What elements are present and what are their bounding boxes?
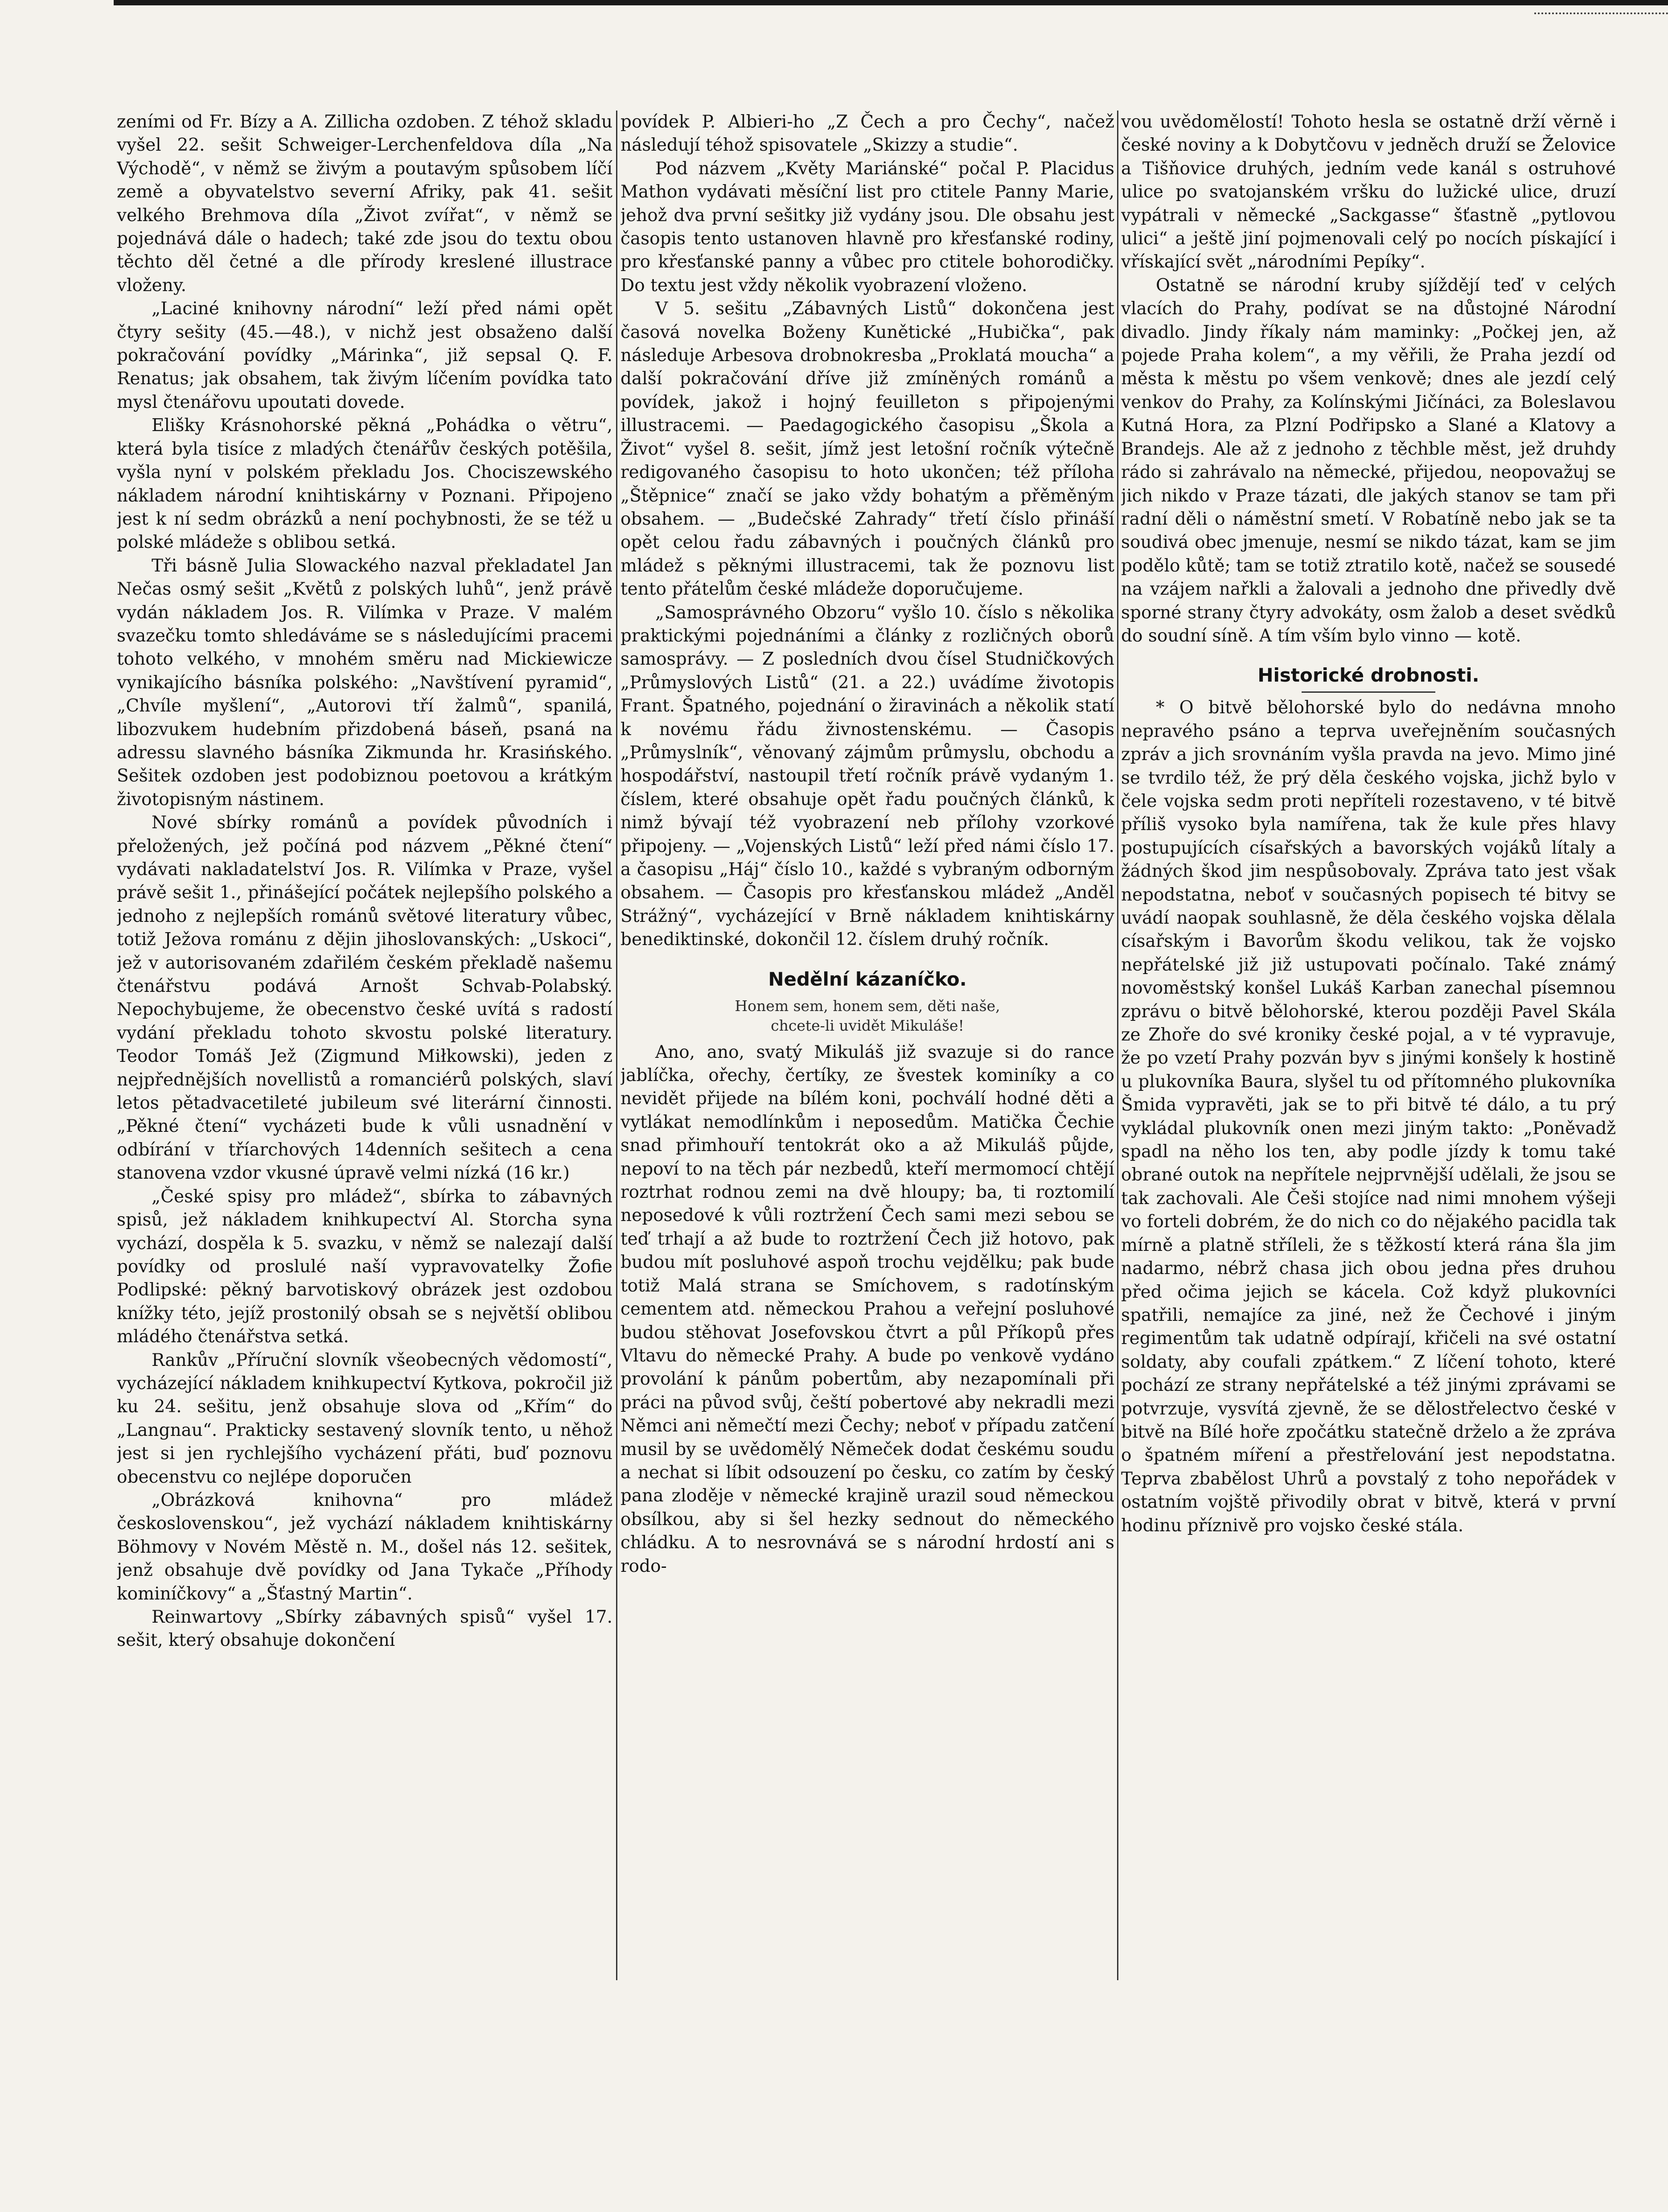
paragraph: * O bitvě bělohorské bylo do nedávna mnoho nepravého psáno a teprva uveřejněním současných zpráv a jich srovnáním vyšla pravda na jevo. Mimo jiné se tvrdilo též, že prý děla českého vojska, jichž bylo v čele vojska sedm proti nepříteli rozestaveno, v té bitvě příliš vysoko byla namířena, tak že kule přes hlavy postupujících císařských a bavorských vojáků lítaly a žádných škod jim nespůsobovaly. Zpráva tato jest však nepodstatna, neboť v současných popisech té bitvy se uvádí naopak souhlasně, že děla českého vojska dělala císařským i Bavorům škodu velikou, tak že vojsko nepřátelské již již ustupovati počínalo. Také známý novoměstský konšel Lukáš Karban zanechal písemnou zprávu o bitvě bělohorské, kterou později Pavel Skála ze Zhoře do své kroniky české pojal, a v té vypravuje, že po vzetí Prahy pozván byv s jinými konšely k hostině u plukovníka Baura, slyšel tu od přítomného plukovníka Šmida vypravěti, jak se to při bitvě té dálo, a tu prý vykládal plukovník onen mezi jiným takto: „Poněvadž spadl na něho los ten, aby podle jízdy k tomu také obrané outok na nepřítele nejprvnější udělali, že jsou se tak zachovali. Ale Češi stojíce nad nimi mnohem výšeji vo forteli dobrém, že do nich co do nějakého pacidla tak mírně a platně stříleli, že s těžkostí která rána šla jim nadarmo, nébrž chasa jich obou jedna přes druhou před očima jejich se kácela. Což když plukovníci spatřili, nemajíce za jiné, než že Čechové i jiným regimentům tak udatně odpírají, křičeli na své ostatní soldaty, aby coufali zpátkem.“ Z líčení tohoto, které pochází ze strany nepřátelské a též jinými zprávami se potvrzuje, vysvítá zjevně, že se dělostřelectvo české v bitvě na Bílé hoře zpočátku statečně drželo a že zpráva o špatném míření a přestřelování jest nepodstatna. Teprva zbabělost Uhrů a povstalý z toho nepořádek v ostatním vojště přivodily obrat v bitvě, která v první hodinu příznivě pro vojsko české stála. <box>1121 698 1616 1536</box>
column-divider-1 <box>616 111 617 1980</box>
heading-underline <box>1302 691 1435 693</box>
paragraph: Reinwartovy „Sbírky zábavných spisů“ vyšel 17. sešit, který obsahuje dokončení <box>117 1607 612 1651</box>
paragraph: Ostatně se národní kruby sjíždějí teď v celých vlacích do Prahy, podívat se na důstojné Národní divadlo. Jindy říkaly nám maminky: „Počkej jen, až pojede Praha kolem“, a my věřili, že Praha jezdí od města k městu po všem venkově; dnes ale jezdí celý venkov do Prahy, za Kolínskými Jičínáci, za Boleslavou Kutná Hora, za Plzní Podřipsko a Slané a Klatovy a Brandejs. Ale až z jednoho z těchble měst, jež druhdy rádo si zahrávalo na německé, přijedou, neopovažuj se jich nikdo v Praze tázati, dle jakých stanov se tam při radní děli o náměstní smetí. V Robatíně nebo jak se ta soudivá obec jmenuje, nesmí se nikdo tázat, kam se jim podělo kůtě; tam se totiž ztratilo kotě, načež se sousedé na vzájem nařkli a žalovali a jednoho dne přivedly dvě sporné strany čtyry advokáty, osm žalob a deset svědků do soudní síně. A tím vším bylo vinno — kotě. <box>1121 275 1616 646</box>
paragraph: Nové sbírky románů a povídek původních i přeložených, jež počíná pod názvem „Pěkné čtení“ vydávati nakladatelství Jos. R. Vilímka v Praze, vyšel právě sešit 1., přinášející počátek nejlepšího polského a jednoho z nejlepších románů světové literatury vůbec, totiž Ježova románu z dějin jihoslovanských: „Uskoci“, jež v autorisovaném zdařilém českém překladě našemu čtenářstvu podává Arnošt Schvab-Polabský. Nepochybujeme, že obecenstvo české uvítá s radostí vydání překladu tohoto skvostu polské literatury. Teodor Tomáš Jež (Zigmund Miłkowski), jeden z nejpřednějších novellistů a romanciérů polských, slaví letos pětadvacetileté jubileum své literární činnosti. „Pěkné čtení“ vycházeti bude k vůli usnadnění v odbírání v tříarchových 14denních sešitech a cena stanovena vzdor vkusné úpravě velmi nízká (16 kr.) <box>117 813 612 1184</box>
column-3 <box>1121 111 1616 1980</box>
paragraph: zeními od Fr. Bízy a A. Zillicha ozdoben. Z téhož skladu vyšel 22. sešit Schweiger-Lerchenfeldova díla „Na Východě“, v němž se živým a poutavým spůsobem líčí země a obyvatelstvo severní Afriky, pak 41. sešit velkého Brehmova díla „Život zvířat“, v němž se pojednává dále o hadech; také zde jsou do textu obou těchto děl četné a dle přírody kreslené illustrace vloženy. <box>117 112 612 296</box>
paragraph: „České spisy pro mládež“, sbírka to zábavných spisů, jež nákladem knihkupectví Al. Storcha syna vychází, dospěla k 5. svazku, v němž se nalezají další povídky od proslulé naší vypravovatelky Žofie Podlipské: pěkný barvotiskový obrázek jest ozdobou knížky této, jejíž prostonilý obsah se s největší oblibou mládého čtenářstva setká. <box>117 1186 612 1347</box>
column-1 <box>117 111 612 1980</box>
section-heading-sermon: Nedělní kázaníčko. <box>768 968 967 990</box>
top-dotted-rule <box>1534 12 1668 19</box>
paragraph: Tři básně Julia Slowackého nazval překladatel Jan Nečas osmý sešit „Květů z polských luhů“, jenž právě vydán nákladem Jos. R. Vilímka v Praze. V malém svazečku tomto shledáváme se s následujícími pracemi tohoto velkého, v mnohém směru nad Mickiewicze vynikajícího básníka polského: „Navštívení pyramid“, „Chvíle myšlení“, „Autorovi tří žalmů“, spanilá, libozvukem hudebním přizdobená báseň, psaná na adressu slavného básníka Zikmunda hr. Krasińského. Sešitek ozdoben jest podobiznou poetovou a krátkým životopisným nástinem. <box>117 555 612 810</box>
paragraph: „Samosprávného Obzoru“ vyšlo 10. číslo s několika praktickými pojednáními a články z rozličných oborů samosprávy. — Z posledních dvou čísel Studničkových „Průmyslových Listů“ (21. a 22.) uvádíme životopis Frant. Špatného, pojednání o žiravinách a několik statí k novému řádu živnostenskému. — Časopis „Průmyslník“, věnovaný zájmům průmyslu, obchodu a hospodářství, nastoupil třetí ročník právě vydaným 1. číslem, které obsahuje opět řadu poučných článků, k nimž bývají též vyobrazení neb přílohy vzorkové připojeny. — „Vojenských Listů“ leží před námi číslo 17. a časopisu „Háj“ číslo 10., každé s vybraným odborným obsahem. — Časopis pro křesťanskou mládež „Anděl Strážný“, vycházející v Brně nákladem knihtiskárny benediktinské, dokončil 12. číslem druhý ročník. <box>620 602 1114 950</box>
paragraph: Elišky Krásnohorské pěkná „Pohádka o větru“, která byla tisíce z mladých čtenářův českých potěšila, vyšla nyní v polském překladu Jos. Chociszewského nákladem národní knihtiskárny v Poznani. Připojeno jest k ní sedm obrázků a není pochybnosti, že se též u polské mládeže s oblibou setká. <box>117 415 612 553</box>
paragraph: „Obrázková knihovna“ pro mládež československou“, jež vychází nákladem knihtiskárny Böhmovy v Novém Městě n. M., došel nás 12. sešitek, jenž obsahuje dvě povídky od Jana Tykače „Příhody kominíčkovy“ a „Šťastný Martin“. <box>117 1490 612 1604</box>
top-border-rule <box>114 0 1668 5</box>
paragraph: V 5. sešitu „Zábavných Listů“ dokončena jest časová novelka Boženy Kunětické „Hubička“, pak následuje Arbesova drobnokresba „Proklatá moucha“ a další pokračování dříve již zmíněných románů a povídek, jakož i hojný feuilleton s připojenými illustracemi. — Paedagogického časopisu „Škola a Život“ vyšel 8. sešit, jímž jest letošní ročník výtečně redigovaného časopisu to hoto ukončen; též příloha „Štěpnice“ značí se jako vždy bohatým a přěměným obsahem. — „Budečské Zahrady“ třetí číslo přináší opět celou řadu zábavných i poučných článků pro mládež s pěknými illustracemi, tak že poznovu list tento přátelům české mládeže doporučujeme. <box>620 299 1114 600</box>
paragraph: vou uvědomělostí! Tohoto hesla se ostatně drží věrně i české noviny a k Dobytčovu v jedněch druží se Želovice a Tišňovice druhých, jedním vede kanál s ostruhové ulice po svatojanském vršku do lužické ulice, druzí vypátrali v německé „Sackgasse“ šťastně „pytlovou ulici“ a ještě jiní pojmenovali celý po nocích pískající i vřískající svět „národními Pepíky“. <box>1121 112 1616 272</box>
section-heading-history: Historické drobnosti. <box>1257 664 1479 687</box>
paragraph: povídek P. Albieri-ho „Z Čech a pro Čechy“, načež následují téhož spisovatele „Skizzy a studie“. <box>620 112 1114 156</box>
epigraph-line: chcete-li uvidět Mikuláše! <box>771 1016 964 1034</box>
paragraph: „Laciné knihovny národní“ leží před námi opět čtyry sešity (45.—48.), v nichž jest obsaženo další pokračování povídky „Márinka“, již sepsal Q. F. Renatus; jak obsahem, tak živým líčením povídka tato mysl čtenářovu upoutati dovede. <box>117 299 612 412</box>
epigraph-line: Honem sem, honem sem, děti naše, <box>735 997 1000 1015</box>
paragraph: Ano, ano, svatý Mikuláš již svazuje si do rance jablíčka, ořechy, čertíky, ze švestek kominíky a co nevidět přijede na bílém koni, pochválí hodné děti a vytlákat nemodlínkům i neposedům. Matička Čechie snad přimhouří tentokrát oko a až Mikuláš půjde, nepoví to na těch pár nezbedů, kteří mermomocí chtějí roztrhat rodnou zemi na dvě hloupy; ba, ti roztomilí neposedové k vůli roztržení Čech sami mezi sebou se teď trhají a až bude to roztržení Čech již hotovo, pak budou mít posluhové aspoň trochu vejdělku; pak bude totiž Malá strana se Smíchovem, s radotínským cementem atd. německou Prahou a veřejní posluhové budou stěhovat Josefovskou čtvrt a půl Příkopů přes Vltavu do německé Prahy. A bude po venkově vydáno provolání k pánům pobertům, aby nezapomínali při práci na původ svůj, čeští pobertové aby nekradli mezi Němci ani němečtí mezi Čechy; neboť v případu zatčení musil by se uvědomělý Němeček dodat českému soudu a nechat si líbit odsouzení po česku, co zatím by český pana zloděje v německé krajině urazil soud německou obsílkou, aby si šel hezky sednout do německého chládku. A to nesrovnává se s národní hrdostí ani s rodo- <box>620 1042 1114 1576</box>
column-2 <box>620 111 1114 1980</box>
paragraph: Rankův „Příruční slovník všeobecných vědomostí“, vycházející nákladem knihkupectví Kytkova, pokročil již ku 24. sešitu, jenž obsahuje slova od „Křím“ do „Langnau“. Prakticky sestavený slovník tento, u něhož jest si jen rychlejšího vycházení přáti, buď poznovu obecenstvu co nejlépe doporučen <box>117 1350 612 1487</box>
epigraph <box>620 996 1114 1036</box>
paragraph: Pod názvem „Květy Mariánské“ počal P. Placidus Mathon vydávati měsíční list pro ctitele Panny Marie, jehož dva první sešitky již vydány jsou. Dle obsahu jest časopis tento ustanoven hlavně pro křesťanské rodiny, pro křesťanské panny a vůbec pro ctitele bohorodičky. Do textu jest vždy několik vyobrazení vloženo. <box>620 158 1114 296</box>
column-divider-2 <box>1117 111 1118 1980</box>
